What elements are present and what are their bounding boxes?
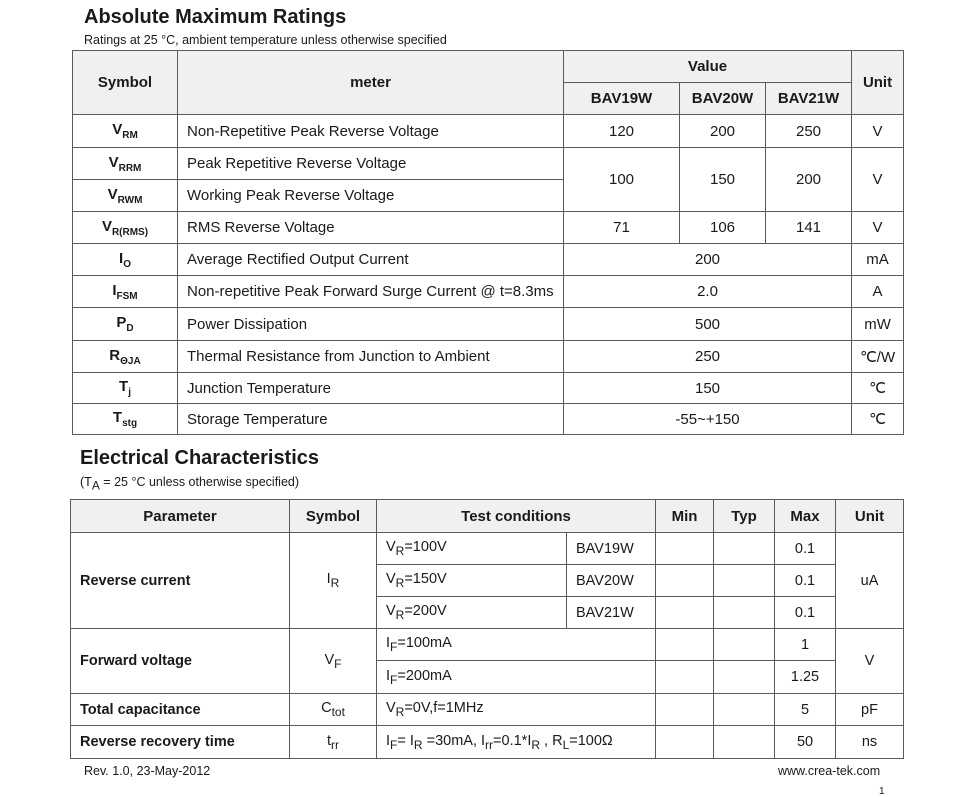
min-cell [656, 597, 714, 629]
device-cell: BAV21W [567, 597, 656, 629]
condition-cell: $V_R=100V$ [377, 533, 567, 565]
unit-cell: A [852, 276, 904, 308]
unit-cell: uA [836, 533, 904, 629]
symbol-cell: $T_{stg}$ [73, 404, 178, 435]
table-row [73, 341, 904, 373]
device-cell: BAV20W [567, 565, 656, 597]
symbol-cell: $t_{rr}$ [290, 726, 377, 759]
page-number: 1 [879, 786, 885, 797]
max-cell: 50 [775, 726, 836, 759]
revision-text: Rev. 1.0, 23-May-2012 [84, 764, 211, 778]
header-bav19w: BAV19W [564, 83, 680, 115]
table-row [71, 726, 904, 759]
max-cell: 0.1 [775, 565, 836, 597]
parameter-cell: Reverse current [71, 533, 290, 629]
min-cell [656, 661, 714, 694]
typ-cell [714, 726, 775, 759]
unit-cell: V [852, 148, 904, 212]
unit-cell: V [852, 212, 904, 244]
typ-cell [714, 694, 775, 726]
unit-cell: V [836, 629, 904, 694]
header-symbol: Symbol [290, 500, 377, 533]
value-cell: 150 [564, 373, 852, 404]
condition-cell: $I_F=200mA$ [377, 661, 656, 694]
header-bav21w: BAV21W [766, 83, 852, 115]
value-cell: 150 [680, 148, 766, 212]
parameter-cell: Non-repetitive Peak Forward Surge Current @ t=8.3ms [178, 276, 564, 308]
value-cell: 71 [564, 212, 680, 244]
condition-cell: $V_R=0V,f=1MHz$ [377, 694, 656, 726]
symbol-cell: $P_D$ [73, 308, 178, 341]
max-cell: 5 [775, 694, 836, 726]
amr-title: Absolute Maximum Ratings [84, 6, 347, 28]
parameter-cell: Junction Temperature [178, 373, 564, 404]
symbol-cell: $V_{R(RMS)}$ [73, 212, 178, 244]
table-row [71, 629, 904, 661]
parameter-cell: Non-Repetitive Peak Reverse Voltage [178, 115, 564, 148]
typ-cell [714, 533, 775, 565]
typ-cell [714, 629, 775, 661]
unit-cell: pF [836, 694, 904, 726]
website-text: www.crea-tek.com [778, 764, 881, 778]
electrical-characteristics-table [70, 499, 904, 759]
table-row [73, 373, 904, 404]
parameter-cell: Average Rectified Output Current [178, 244, 564, 276]
typ-cell [714, 565, 775, 597]
table-row [73, 148, 904, 180]
header-typ: Typ [714, 500, 775, 533]
value-cell: 2.0 [564, 276, 852, 308]
symbol-cell: $V_{RRM}$ [73, 148, 178, 180]
unit-cell: mW [852, 308, 904, 341]
parameter-cell: Peak Repetitive Reverse Voltage [178, 148, 564, 180]
header-bav20w: BAV20W [680, 83, 766, 115]
symbol-cell: $I_O$ [73, 244, 178, 276]
device-cell: BAV19W [567, 533, 656, 565]
header-value: Value [564, 51, 852, 83]
value-cell: 200 [564, 244, 852, 276]
value-cell: 200 [680, 115, 766, 148]
value-cell: 250 [766, 115, 852, 148]
value-cell: 106 [680, 212, 766, 244]
value-cell: 141 [766, 212, 852, 244]
typ-cell [714, 661, 775, 694]
unit-cell: ℃ [852, 373, 904, 404]
header-parameter: meter [178, 51, 564, 115]
condition-cell: $I_F= I_R =30mA$, $I_{rr}=0.1*I_R$ , $R_L=100\Omega$ [377, 726, 656, 759]
absolute-maximum-ratings-table [72, 50, 904, 435]
header-unit: Unit [836, 500, 904, 533]
parameter-cell: Total capacitance [71, 694, 290, 726]
min-cell [656, 694, 714, 726]
value-cell: 120 [564, 115, 680, 148]
condition-cell: $V_R=200V$ [377, 597, 567, 629]
symbol-cell: $R_{\Theta JA}$ [73, 341, 178, 373]
ec-title: Electrical Characteristics [80, 447, 320, 469]
parameter-cell: Forward voltage [71, 629, 290, 694]
symbol-cell: $I_{FSM}$ [73, 276, 178, 308]
parameter-cell: Reverse recovery time [71, 726, 290, 759]
parameter-cell: RMS Reverse Voltage [178, 212, 564, 244]
typ-cell [714, 597, 775, 629]
parameter-cell: Storage Temperature [178, 404, 564, 435]
unit-cell: ℃ [852, 404, 904, 435]
condition-cell: $I_F=100mA$ [377, 629, 656, 661]
header-unit: Unit [852, 51, 904, 115]
ec-subtitle: ($T_A = 25$ °C unless otherwise specified) [80, 475, 300, 493]
header-test-conditions: Test conditions [377, 500, 656, 533]
amr-subtitle: Ratings at 25 °C, ambient temperature unless otherwise specified [84, 33, 447, 47]
header-symbol: Symbol [73, 51, 178, 115]
value-cell: 250 [564, 341, 852, 373]
max-cell: 1.25 [775, 661, 836, 694]
max-cell: 1 [775, 629, 836, 661]
parameter-cell: Thermal Resistance from Junction to Ambient [178, 341, 564, 373]
symbol-cell: $T_j$ [73, 373, 178, 404]
table-row [71, 533, 904, 565]
header-parameter: Parameter [71, 500, 290, 533]
value-cell: 100 [564, 148, 680, 212]
value-cell: 500 [564, 308, 852, 341]
table-row [73, 276, 904, 308]
table-row [73, 115, 904, 148]
symbol-cell: $V_{RM}$ [73, 115, 178, 148]
value-cell: -55~+150 [564, 404, 852, 435]
min-cell [656, 726, 714, 759]
symbol-cell: $I_R$ [290, 533, 377, 629]
unit-cell: mA [852, 244, 904, 276]
header-min: Min [656, 500, 714, 533]
min-cell [656, 533, 714, 565]
unit-cell: V [852, 115, 904, 148]
value-cell: 200 [766, 148, 852, 212]
symbol-cell: $C_{tot}$ [290, 694, 377, 726]
parameter-cell: Working Peak Reverse Voltage [178, 180, 564, 212]
table-row [73, 244, 904, 276]
min-cell [656, 629, 714, 661]
symbol-cell: $V_F$ [290, 629, 377, 694]
table-row [73, 212, 904, 244]
parameter-cell: Power Dissipation [178, 308, 564, 341]
max-cell: 0.1 [775, 597, 836, 629]
table-row [73, 404, 904, 435]
table-row [71, 694, 904, 726]
table-row [73, 308, 904, 341]
min-cell [656, 565, 714, 597]
unit-cell: ℃/W [852, 341, 904, 373]
max-cell: 0.1 [775, 533, 836, 565]
unit-cell: ns [836, 726, 904, 759]
header-max: Max [775, 500, 836, 533]
symbol-cell: $V_{RWM}$ [73, 180, 178, 212]
condition-cell: $V_R=150V$ [377, 565, 567, 597]
